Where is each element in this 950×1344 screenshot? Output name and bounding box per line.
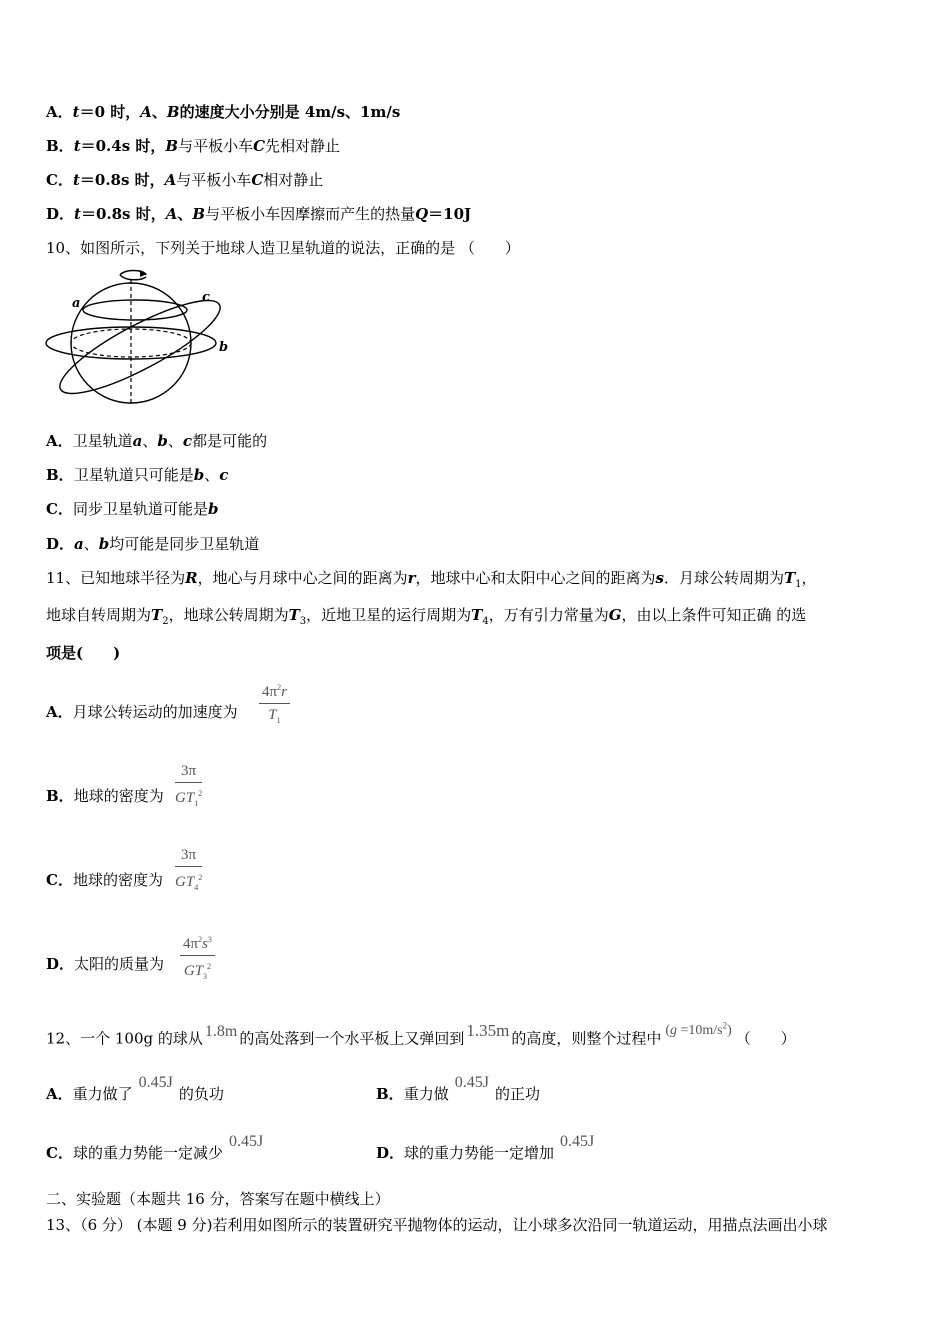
q11-line3: 项是( ) (46, 644, 121, 662)
q10-option-d: D．a、b均可能是同步卫星轨道 (46, 535, 260, 553)
q9-option-c: C．t＝0.8s 时，A与平板小车C相对静止 (46, 171, 324, 189)
q12-option-a: A．重力做了0.45J的负功 (46, 1074, 224, 1103)
q12-option-b: B．重力做0.45J的正功 (376, 1074, 540, 1103)
q12-option-d: D．球的重力势能一定增加0.45J (376, 1133, 595, 1162)
q10-stem: 10、如图所示，下列关于地球人造卫星轨道的说法，正确的是 （ ） (46, 239, 520, 257)
satellite-orbits-figure (40, 265, 230, 410)
q11-option-a: A．月球公转运动的加速度为 (46, 703, 238, 721)
q10-option-b: B．卫星轨道只可能是b、c (46, 466, 229, 484)
q11-option-b: B．地球的密度为 (46, 787, 164, 805)
q12-stem: 12、一个 100g 的球从 1.8m 的高处落到一个水平板上又弹回到 1.35m 的高度，则整个过程中 $(g =10m/s^2)$ （ ） (46, 1020, 796, 1048)
q10-option-c: C．同步卫星轨道可能是b (46, 500, 219, 518)
q11-a-fraction: $\frac{4\pi^2r}{T_1}$ (259, 677, 290, 732)
q12-option-c: C．球的重力势能一定减少0.45J (46, 1133, 264, 1162)
q11-line1: 11、已知地球半径为R，地心与月球中心之间的距离为r，地球中心和太阳中心之间的距离为s．月球公转周期为$T_1$， (46, 569, 817, 590)
label-b: b (219, 340, 229, 355)
q11-option-d: D．太阳的质量为 (46, 955, 165, 973)
q13-stem: 13、（6 分） (本题 9 分)若利用如图所示的装置研究平抛物体的运动，让小球多次沿同一轨道运动，用描点法画出小球 (46, 1216, 828, 1234)
section-2-heading: 二、实验题（本题共 16 分，答案写在题中横线上） (46, 1190, 390, 1208)
orbit-a (83, 300, 187, 320)
q9-option-a: A．t＝0 时，A、B的速度大小分别是 4m/s、1m/s (46, 103, 401, 121)
q10-option-a: A．卫星轨道a、b、c都是可能的 (46, 432, 268, 450)
q11-line2: 地球自转周期为$T_2$，地球公转周期为$T_3$，近地卫星的运行周期为$T_4$，万有引力常量为G，由以上条件可知正确 的选 (46, 606, 807, 627)
label-c: c (202, 290, 210, 305)
q9-option-b: B．t＝0.4s 时，B与平板小车C先相对静止 (46, 137, 341, 155)
q11-option-c: C．地球的密度为 (46, 871, 163, 889)
q11-d-fraction: $\frac{4\pi^2s^3}{GT_3^2}$ (180, 929, 215, 988)
label-a: a (72, 296, 81, 311)
q11-c-fraction: $\frac{3\pi}{GT_4^2}$ (175, 844, 202, 899)
q9-option-d: D．t＝0.8s 时，A、B与平板小车因摩擦而产生的热量Q＝10J (46, 205, 472, 223)
q11-b-fraction: $\frac{3\pi}{GT_1^2}$ (175, 760, 202, 815)
